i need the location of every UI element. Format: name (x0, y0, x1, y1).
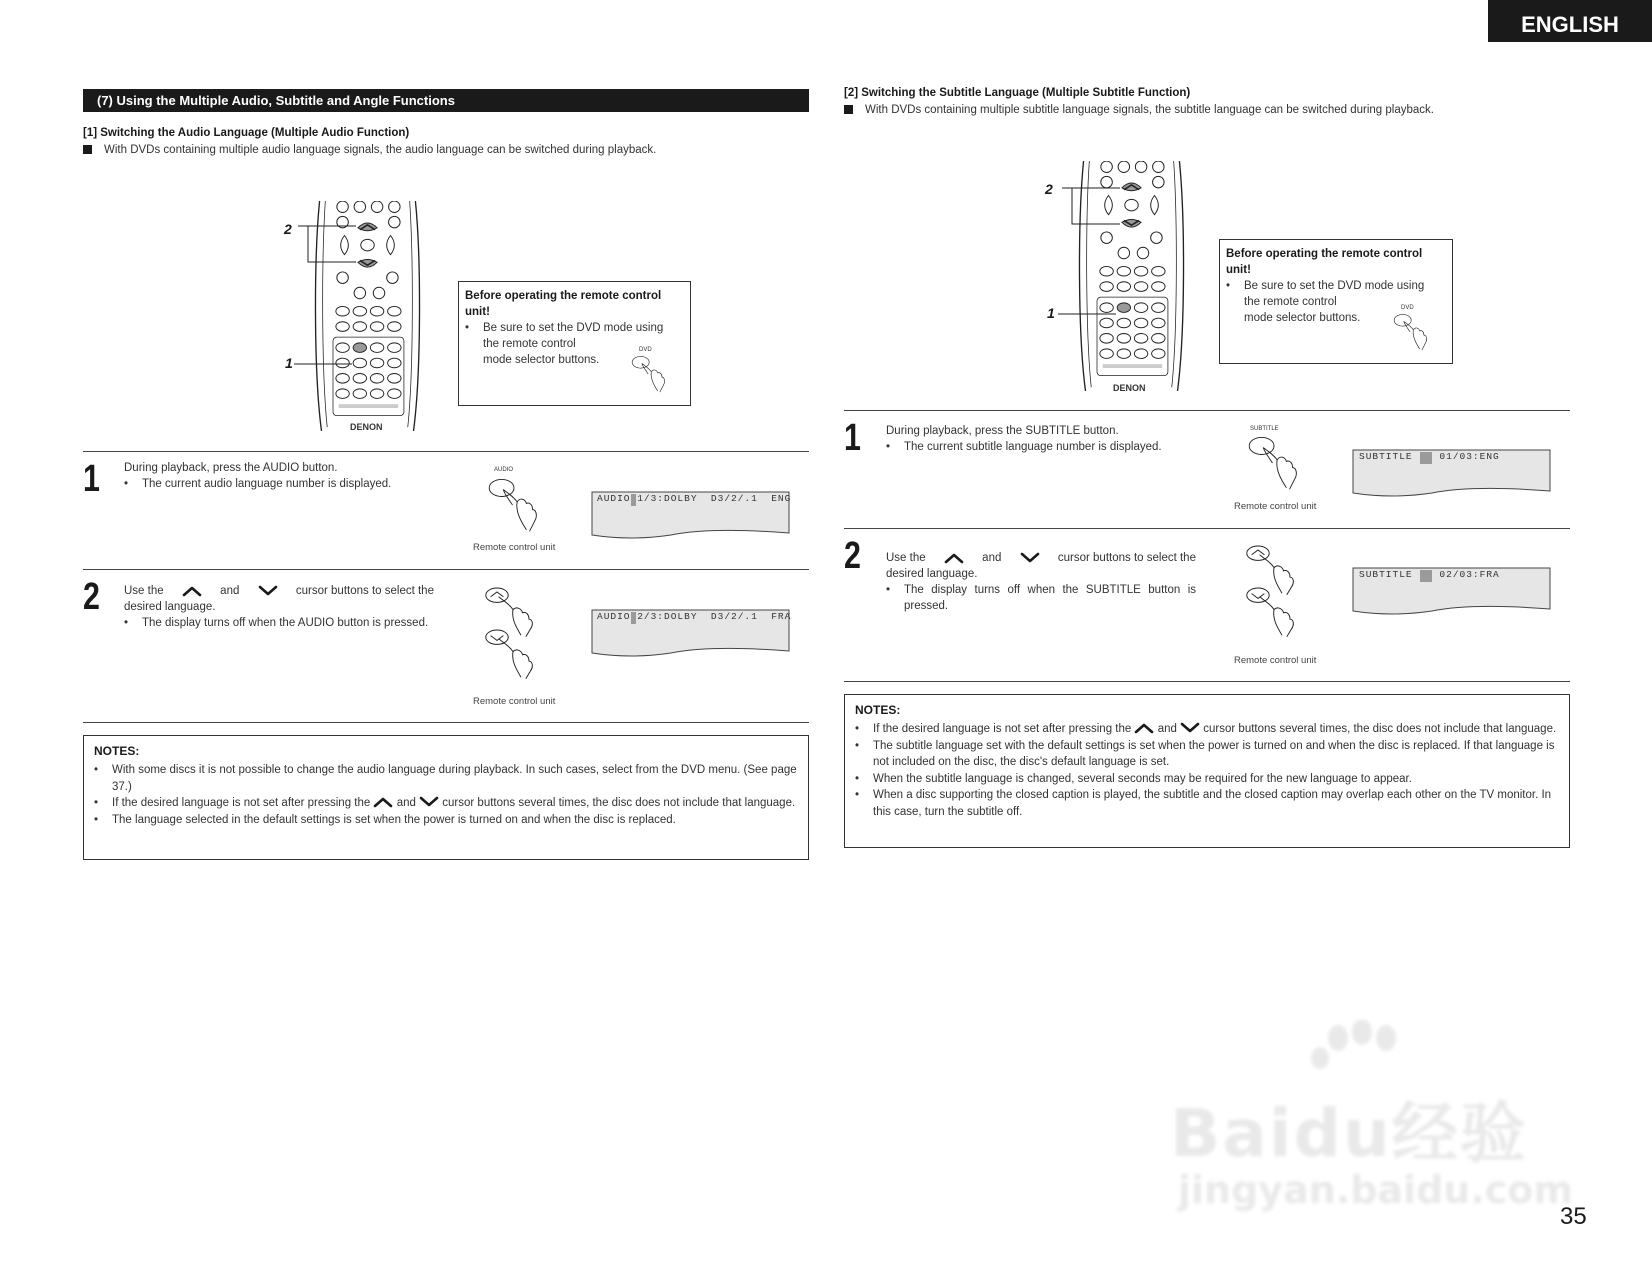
note-left-1: • With some discs it is not possible to change the audio language during playback. In such cases, select from the DVD menu. (See page 37.) (94, 762, 798, 795)
callout-2-left: 2 (284, 221, 292, 237)
page-number: 35 (1560, 1203, 1587, 1230)
subtitle-intro (844, 104, 1434, 116)
warning-bullet-left: • Be sure to set the DVD mode using (465, 320, 684, 336)
audio-button-label: AUDIO (494, 467, 514, 473)
subtitle-intro-text: With DVDs containing multiple subtitle language signals, the subtitle language can be switched during playback. (865, 104, 1434, 116)
step-number-2-left: 2 (83, 576, 100, 618)
up-cursor-icon (182, 585, 202, 597)
audio-subheading: [1] Switching the Audio Language (Multiple Audio Function) (83, 127, 410, 139)
notes-heading-right: NOTES: (855, 703, 901, 717)
warning-line-left-2: the remote control (483, 338, 576, 350)
osd-audio-2-text: AUDIO 2/3:DOLBY D3/2/.1 FRA (597, 611, 792, 622)
note-right-3: • When the subtitle language is changed, several seconds may be required for the new language to appear. (855, 771, 1559, 788)
divider (83, 722, 809, 723)
step-number-1-right: 1 (844, 417, 861, 459)
dvd-hand-icon-left (630, 352, 678, 396)
caption-step-2-left: Remote control unit (473, 696, 556, 707)
down-cursor-icon (419, 796, 439, 808)
section-title: (7) Using the Multiple Audio, Subtitle and Angle Functions (83, 89, 809, 112)
dvd-button-label-left: DVD (639, 347, 652, 353)
warning-title-left: Before operating the remote control (465, 290, 662, 302)
subtitle-subheading: [2] Switching the Subtitle Language (Multiple Subtitle Function) (844, 87, 1191, 99)
callout-leader-left (290, 222, 365, 368)
notes-heading-left: NOTES: (94, 744, 140, 758)
notes-box-right (844, 694, 1570, 848)
warning-title-left-2: unit! (465, 306, 490, 318)
audio-intro-text: With DVDs containing multiple audio language signals, the audio language can be switched during playback. (104, 144, 657, 156)
notes-box-left (83, 735, 809, 860)
step-2-left-bullet: • The display turns off when the AUDIO button is pressed. (124, 615, 434, 631)
osd-subtitle-1-text: SUBTITLE 01/03:ENG (1359, 451, 1500, 462)
warning-title-right-2: unit! (1226, 264, 1251, 276)
step-2-right-line2: desired language. (886, 568, 978, 580)
note-left-2-and: and (396, 797, 416, 809)
step-number-1-left: 1 (83, 458, 100, 500)
up-cursor-icon (373, 796, 393, 808)
callout-leader-right (1054, 182, 1129, 328)
down-cursor-icon (258, 585, 278, 597)
watermark-brand: Baidu经验 (1170, 1095, 1528, 1172)
divider (844, 410, 1570, 411)
callout-1-right: 1 (1047, 305, 1055, 321)
step-2-right-and: and (982, 552, 1002, 564)
step-1-left-bullet: • The current audio language number is displayed. (124, 476, 439, 492)
up-cursor-icon (1134, 722, 1154, 734)
subtitle-button-label: SUBTITLE (1250, 426, 1279, 432)
down-cursor-icon (1180, 722, 1200, 734)
step-2-right-rest: cursor buttons to select the (1057, 552, 1196, 564)
step-2-left-use: Use the (124, 585, 164, 597)
osd-audio-1-text: AUDIO 1/3:DOLBY D3/2/.1 ENG (597, 493, 792, 504)
divider (83, 451, 809, 452)
warning-line-right-2: the remote control (1244, 296, 1337, 308)
callout-2-right: 2 (1045, 181, 1053, 197)
step-2-left-rest: cursor buttons to select the (295, 585, 434, 597)
warning-bullet-right: • Be sure to set the DVD mode using (1226, 278, 1446, 294)
divider (844, 528, 1570, 529)
step-2-right-use: Use the (886, 552, 926, 564)
callout-1-left: 1 (285, 355, 293, 371)
step-2-right-bullet: • The display turns off when the SUBTITLE button is pressed. (886, 582, 1196, 614)
warning-line-left-3: mode selector buttons. (483, 354, 600, 366)
step-2-left-and: and (220, 585, 240, 597)
baidu-watermark (1170, 1020, 1573, 1212)
down-cursor-icon (1020, 552, 1040, 564)
note-left-2 (94, 795, 798, 812)
audio-intro (83, 144, 656, 156)
audio-hand-icon (486, 474, 556, 536)
caption-step-1-right: Remote control unit (1234, 501, 1317, 512)
warning-line-right-3: mode selector buttons. (1244, 312, 1361, 324)
note-right-2: • The subtitle language set with the default settings is set when the power is turned on and when the disc is replaced. If that language is not included on the disc, the disc's default language is set. (855, 738, 1559, 771)
step-number-2-right: 2 (844, 535, 861, 577)
step-1-right-bullet: • The current subtitle language number is displayed. (886, 439, 1206, 455)
dvd-hand-icon-right (1392, 310, 1440, 354)
step-1-left-instruction: During playback, press the AUDIO button. (124, 462, 338, 474)
note-left-2-b: cursor buttons several times, the disc does not include that language. (442, 797, 796, 809)
warning-title-right: Before operating the remote control (1226, 248, 1423, 260)
dvd-button-label-right: DVD (1401, 305, 1414, 311)
note-right-1 (855, 721, 1559, 738)
note-right-4: • When a disc supporting the closed caption is played, the subtitle and the closed caption may overlap each other on the TV monitor. In this case, turn the subtitle off. (855, 787, 1559, 820)
step-1-left-text (124, 460, 439, 492)
remote-brand-right: DENON (1113, 383, 1146, 393)
watermark-url: jingyan.baidu.com (1178, 1168, 1573, 1212)
down-hand-icon-left (481, 626, 553, 682)
divider (83, 569, 809, 570)
note-right-1-a: If the desired language is not set after pressing the (873, 723, 1132, 735)
caption-step-1-left: Remote control unit (473, 542, 556, 553)
step-2-left-text (124, 583, 434, 631)
down-hand-icon-right (1242, 584, 1314, 640)
subtitle-hand-icon (1246, 432, 1316, 494)
up-cursor-icon (944, 552, 964, 564)
note-left-2-a: If the desired language is not set after pressing the (112, 797, 371, 809)
square-bullet-icon (844, 105, 853, 114)
step-1-right-instruction: During playback, press the SUBTITLE button. (886, 425, 1119, 437)
step-1-right-text (886, 423, 1206, 455)
caption-step-2-right: Remote control unit (1234, 655, 1317, 666)
note-right-1-b: cursor buttons several times, the disc does not include that language. (1203, 723, 1557, 735)
step-2-right-text (886, 550, 1196, 614)
note-right-1-and: and (1157, 723, 1177, 735)
language-tab: ENGLISH (1488, 0, 1652, 42)
osd-subtitle-2-text: SUBTITLE 02/03:FRA (1359, 569, 1500, 580)
square-bullet-icon (83, 145, 92, 154)
note-left-3: • The language selected in the default settings is set when the power is turned on and when the disc is replaced. (94, 812, 798, 829)
divider (844, 681, 1570, 682)
step-2-left-line2: desired language. (124, 601, 216, 613)
remote-brand-left: DENON (350, 422, 383, 432)
